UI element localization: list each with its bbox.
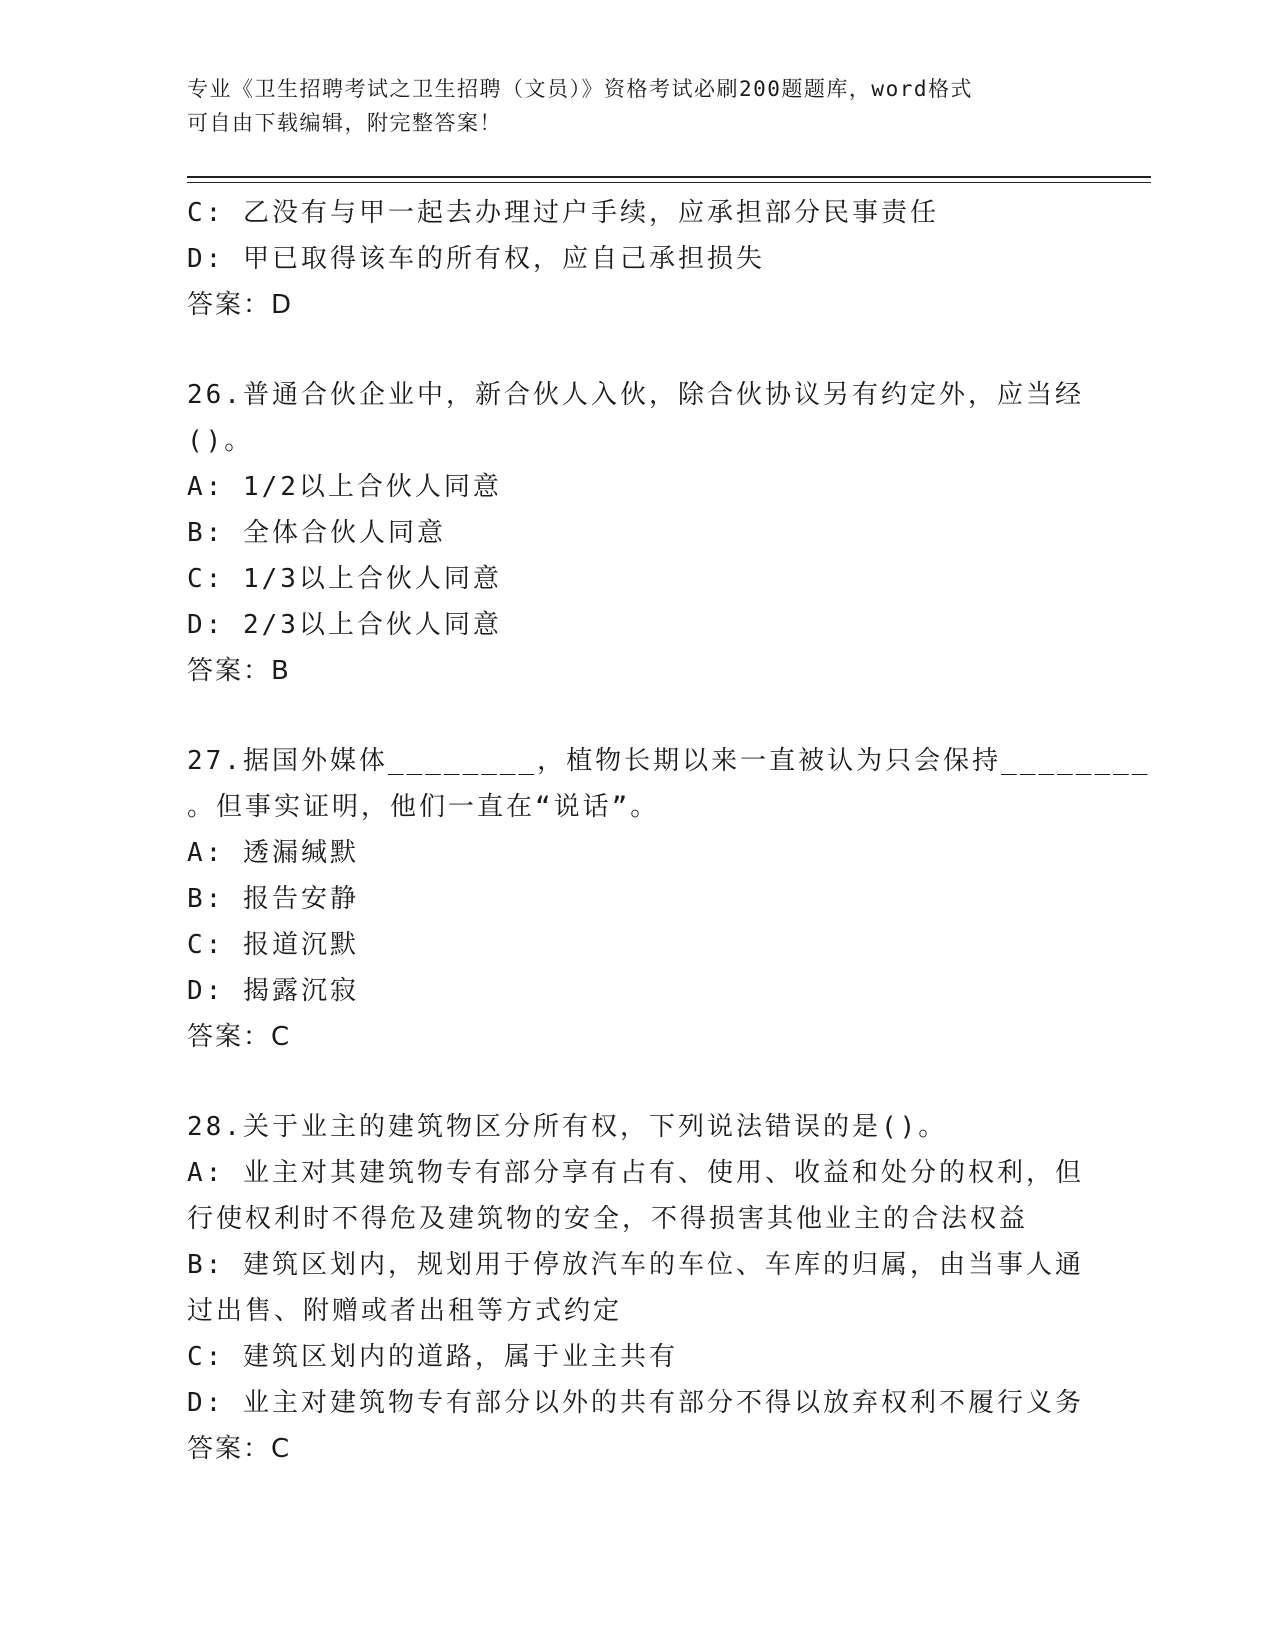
question-stem: 26.普通合伙企业中，新合伙人入伙，除合伙协议另有约定外，应当经 — [187, 380, 1084, 410]
question-stem: 。但事实证明，他们一直在“说话”。 — [187, 792, 660, 822]
question-26 — [187, 372, 1087, 694]
option-b: B: 报告安静 — [187, 884, 359, 914]
header-line-2: 可自由下载编辑，附完整答案！ — [187, 111, 502, 135]
option-a: A: 业主对其建筑物专有部分享有占有、使用、收益和处分的权利，但 — [187, 1158, 1084, 1188]
answer: 答案：B — [187, 656, 291, 686]
question-25-tail — [187, 190, 1087, 328]
answer: 答案：C — [187, 1434, 292, 1464]
question-stem: ()。 — [187, 426, 254, 456]
option-c: C: 1/3以上合伙人同意 — [187, 564, 502, 594]
page-header — [187, 72, 1067, 140]
header-divider — [187, 176, 1151, 178]
spacer — [187, 328, 1087, 372]
spacer — [187, 1060, 1087, 1104]
option-b: B: 建筑区划内，规划用于停放汽车的车位、车库的归属，由当事人通 — [187, 1250, 1084, 1280]
option-a: A: 透漏缄默 — [187, 838, 359, 868]
option-a-continued: 行使权利时不得危及建筑物的安全，不得损害其他业主的合法权益 — [187, 1204, 1029, 1234]
question-stem: 28.关于业主的建筑物区分所有权，下列说法错误的是()。 — [187, 1112, 948, 1142]
question-27 — [187, 738, 1151, 1060]
option-d: D: 揭露沉寂 — [187, 976, 359, 1006]
option-d: D: 2/3以上合伙人同意 — [187, 610, 502, 640]
answer: 答案：C — [187, 1022, 292, 1052]
option-a: A: 1/2以上合伙人同意 — [187, 472, 502, 502]
header-divider-thin — [187, 182, 1151, 183]
question-stem: 27.据国外媒体________，植物长期以来一直被认为只会保持________ — [187, 746, 1151, 776]
option-c: C: 报道沉默 — [187, 930, 359, 960]
option-b: B: 全体合伙人同意 — [187, 518, 446, 548]
option-c: C: 建筑区划内的道路，属于业主共有 — [187, 1342, 678, 1372]
option-b-continued: 过出售、附赠或者出租等方式约定 — [187, 1296, 623, 1326]
option-d: D: 业主对建筑物专有部分以外的共有部分不得以放弃权利不履行义务 — [187, 1388, 1084, 1418]
option-d: D: 甲已取得该车的所有权，应自己承担损失 — [187, 244, 765, 274]
option-c: C: 乙没有与甲一起去办理过户手续，应承担部分民事责任 — [187, 198, 939, 228]
answer: 答案：D — [187, 290, 294, 320]
document-body — [187, 190, 1151, 1472]
spacer — [187, 694, 1087, 738]
question-28 — [187, 1104, 1087, 1472]
header-line-1: 专业《卫生招聘考试之卫生招聘（文员）》资格考试必刷200题题库，word格式 — [187, 77, 973, 101]
